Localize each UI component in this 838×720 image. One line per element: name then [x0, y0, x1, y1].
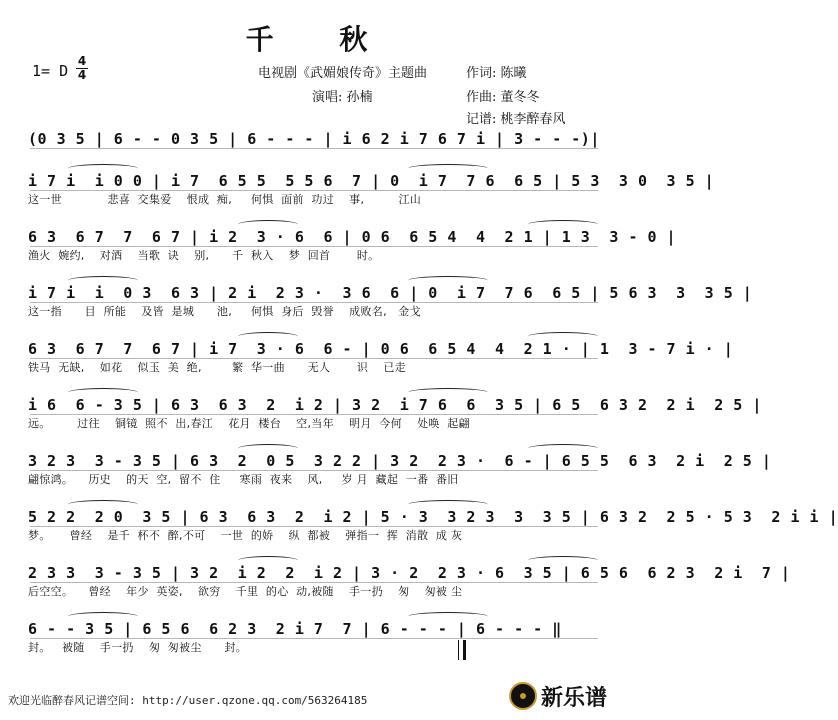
- intro-notes: (0 3 5 | 6 - - 0 3 5 | 6 - - - | i 6 2 i 7 6 7 i | 3 - - -)|: [28, 128, 618, 150]
- lyrics-line: 封。 被随 手一扔 匆 匆被尘 封。: [28, 641, 248, 654]
- key-signature: 1= D: [32, 62, 69, 80]
- notation-credit: 记谱: 桃李醉春风: [466, 112, 566, 127]
- page-title: 千 秋: [245, 23, 396, 56]
- lyricist-credit: 作词: 陈曦: [466, 66, 527, 81]
- score-system: [28, 170, 715, 208]
- score-system: [28, 450, 772, 488]
- time-signature-top: 4: [77, 54, 87, 68]
- final-barline: [458, 640, 466, 660]
- vinyl-disc-icon: [509, 682, 537, 710]
- time-signature-bottom: 4: [77, 68, 87, 82]
- singer-credit: 演唱: 孙楠: [312, 90, 373, 105]
- composer-credit: 作曲: 董冬冬: [466, 90, 540, 105]
- lyrics-line: 这一世 悲喜 交集爱 恨成 痴, 何惧 面前 功过 事, 江山: [28, 193, 422, 206]
- notation-line: 6 - - 3 5 | 6 5 6 6 2 3 2 i 7 7 | 6 - - - | 6 - - - ‖: [28, 618, 618, 640]
- score-system: [28, 394, 762, 432]
- lyrics-line: 渔火 婉约, 对酒 当歌 诀 别, 千 秋入 梦 回首 时。: [28, 249, 380, 262]
- intro-line: [28, 128, 618, 150]
- song-source: 电视剧《武媚娘传奇》主题曲: [258, 66, 428, 81]
- logo-text: 新乐谱: [541, 685, 608, 711]
- lyrics-line: 翩惊鸿。 历史 的天 空, 留不 住 寒雨 夜来 风, 岁 月 藏起 一番 番旧: [28, 473, 459, 486]
- score-system: [28, 562, 791, 600]
- lyrics-line: 铁马 无缺, 如花 似玉 美 绝, 繁 华一曲 无人 识 已走: [28, 361, 406, 374]
- notation-line: i 7 i i 0 3 6 3 | 2 i 2 3 · 3 6 6 | 0 i 7 7 6 6 5 | 5 6 3 3 3 5 |: [28, 284, 753, 302]
- score-system: [28, 506, 838, 544]
- score-system: [28, 338, 734, 376]
- notation-line: 2 3 3 3 - 3 5 | 3 2 i 2 2 i 2 | 3 · 2 2 3 · 6 3 5 | 6 5 6 6 2 3 2 i 7 |: [28, 564, 791, 582]
- score-system: [28, 226, 677, 264]
- notation-line: i 7 i i 0 0 | i 7 6 5 5 5 5 6 7 | 0 i 7 7 6 6 5 | 5 3 3 0 3 5 |: [28, 172, 715, 190]
- notation-line: 3 2 3 3 - 3 5 | 6 3 2 0 5 3 2 2 | 3 2 2 3 · 6 - | 6 5 5 6 3 2 i 2 5 |: [28, 452, 772, 470]
- notation-line: 6 3 6 7 7 6 7 | i 7 3 · 6 6 - | 0 6 6 5 4 4 2 1 · | 1 3 - 7 i · |: [28, 340, 734, 358]
- lyrics-line: 后空空。 曾经 年少 英姿, 欲穷 千里 的心 动,被随 手一扔 匆 匆被 尘: [28, 585, 463, 598]
- notation-line: i 6 6 - 3 5 | 6 3 6 3 2 i 2 | 3 2 i 7 6 6 3 5 | 6 5 6 3 2 2 i 2 5 |: [28, 396, 762, 414]
- time-signature: [76, 55, 88, 82]
- notation-line: 5 2 2 2 0 3 5 | 6 3 6 3 2 i 2 | 5 · 3 3 2 3 3 3 5 | 6 3 2 2 5 · 5 3 2 i i |: [28, 508, 838, 526]
- lyrics-line: 远。 过往 铜镜 照不 出,春江 花月 楼台 空,当年 明月 今何 处唤 起翩: [28, 417, 470, 430]
- notation-line: 6 3 6 7 7 6 7 | i 2 3 · 6 6 | 0 6 6 5 4 4 2 1 | 1 3 3 - 0 |: [28, 228, 677, 246]
- score-system: [28, 618, 618, 656]
- lyrics-line: 这一指 目 所能 及皆 是城 池, 何惧 身后 毁誉 成败名, 金戈: [28, 305, 421, 318]
- logo: [509, 678, 633, 714]
- lyrics-line: 梦。 曾经 是千 杯不 醉,不可 一世 的娇 纵 都被 弹指一 挥 消散 成 灰: [28, 529, 463, 542]
- score-system: [28, 282, 753, 320]
- footer-text: 欢迎光临醉春风记谱空间: http://user.qzone.qq.com/563264185: [8, 694, 368, 707]
